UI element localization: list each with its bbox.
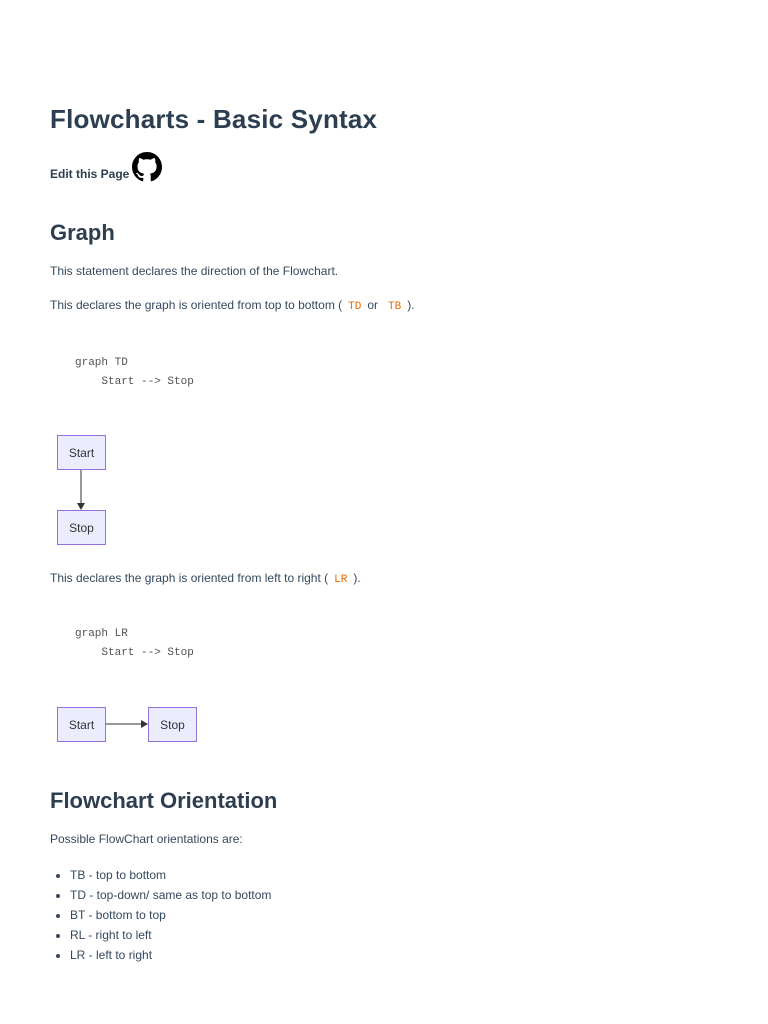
orientation-intro-text: Possible FlowChart orientations are: [50,832,243,846]
lr-sentence-prefix: This declares the graph is oriented from left to right ( [50,571,329,585]
github-icon[interactable] [132,152,162,182]
td-start-node: Start [57,435,106,470]
graph-intro-text: This statement declares the direction of the Flowchart. [50,264,339,278]
lr-stop-node: Stop [148,707,197,742]
td-stop-node: Stop [57,510,106,545]
td-sentence-suffix: ). [407,298,415,312]
lr-edge-arrow [106,715,148,735]
lr-start-node: Start [57,707,106,742]
list-item: • RL - right to left [70,925,271,945]
edit-page-row [50,150,162,182]
list-item: • BT - bottom to top [70,905,271,925]
orientation-heading: Flowchart Orientation [50,788,278,813]
edit-page-link[interactable]: Edit this Page [50,167,130,181]
td-sentence-prefix: This declares the graph is oriented from top to bottom ( [50,298,343,312]
list-item: • LR - left to right [70,945,271,965]
lr-code-block: graph LR Start --> Stop [75,628,194,659]
orientation-list [50,865,271,965]
td-sentence [50,298,415,313]
td-code-block: graph TD Start --> Stop [75,357,194,388]
lr-sentence-suffix: ). [353,571,361,585]
lr-sentence [50,571,361,586]
td-inline-code: TD [348,301,362,313]
page-title: Flowcharts - Basic Syntax [50,104,378,134]
lr-inline-code: LR [334,574,348,586]
list-item: • TD - top-down/ same as top to bottom [70,885,271,905]
graph-heading: Graph [50,220,115,245]
td-or-text: or [367,298,379,312]
tb-inline-code: TB [388,301,402,313]
td-edge-arrow [70,470,94,510]
list-item: • TB - top to bottom [70,865,271,885]
